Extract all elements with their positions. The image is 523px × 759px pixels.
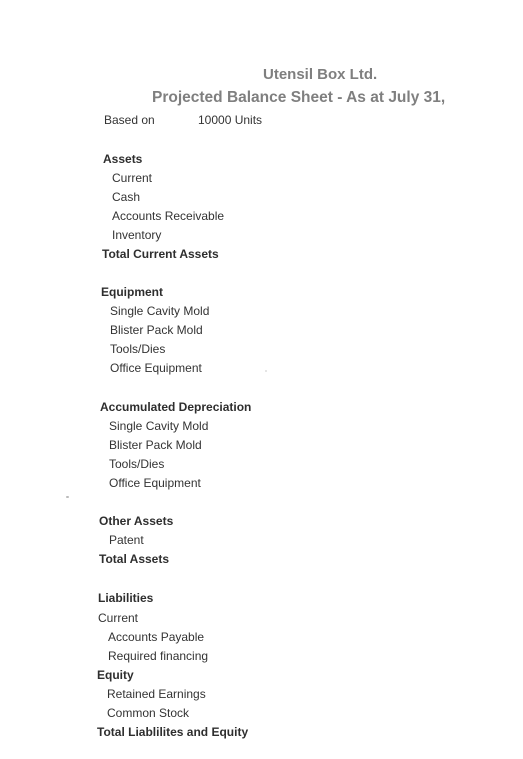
basis-label: Based on <box>104 113 155 127</box>
depreciation-item-office-equipment: Office Equipment <box>109 476 201 490</box>
equity-item-retained-earnings: Retained Earnings <box>107 687 206 701</box>
assets-heading: Assets <box>103 152 143 166</box>
other-assets-item-patent: Patent <box>109 533 144 547</box>
total-liabilities-equity-label: Total Liablilites and Equity <box>97 725 249 739</box>
depreciation-item-blister-pack-mold: Blister Pack Mold <box>109 438 202 452</box>
document-title: Projected Balance Sheet - As at July 31, <box>152 89 446 106</box>
liabilities-item-accounts-payable: Accounts Payable <box>108 630 205 644</box>
depreciation-item-single-cavity-mold: Single Cavity Mold <box>109 419 209 433</box>
equipment-heading: Equipment <box>101 285 163 299</box>
depreciation-heading: Accumulated Depreciation <box>100 400 252 414</box>
assets-item-accounts-receivable: Accounts Receivable <box>112 209 225 223</box>
scan-speck <box>265 370 267 372</box>
other-assets-heading: Other Assets <box>99 514 174 528</box>
basis-line <box>104 113 263 127</box>
company-name: Utensil Box Ltd. <box>263 66 378 83</box>
scan-speck <box>66 496 69 498</box>
equipment-item-office-equipment: Office Equipment <box>110 361 202 375</box>
equipment-item-tools-dies: Tools/Dies <box>110 342 166 356</box>
basis-value: 10000 Units <box>198 113 263 127</box>
assets-current-subheading: Current <box>112 171 153 185</box>
liabilities-heading: Liabilities <box>98 591 154 605</box>
assets-item-inventory: Inventory <box>112 228 162 242</box>
depreciation-item-tools-dies: Tools/Dies <box>109 457 165 471</box>
liabilities-item-required-financing: Required financing <box>108 649 209 663</box>
total-current-assets-label: Total Current Assets <box>102 247 219 261</box>
total-assets-label: Total Assets <box>99 552 170 566</box>
assets-item-cash: Cash <box>112 190 141 204</box>
equipment-item-single-cavity-mold: Single Cavity Mold <box>110 304 210 318</box>
equity-item-common-stock: Common Stock <box>107 706 190 720</box>
liabilities-current-subheading: Current <box>98 611 139 625</box>
equipment-item-blister-pack-mold: Blister Pack Mold <box>110 323 203 337</box>
equity-heading: Equity <box>97 668 134 682</box>
